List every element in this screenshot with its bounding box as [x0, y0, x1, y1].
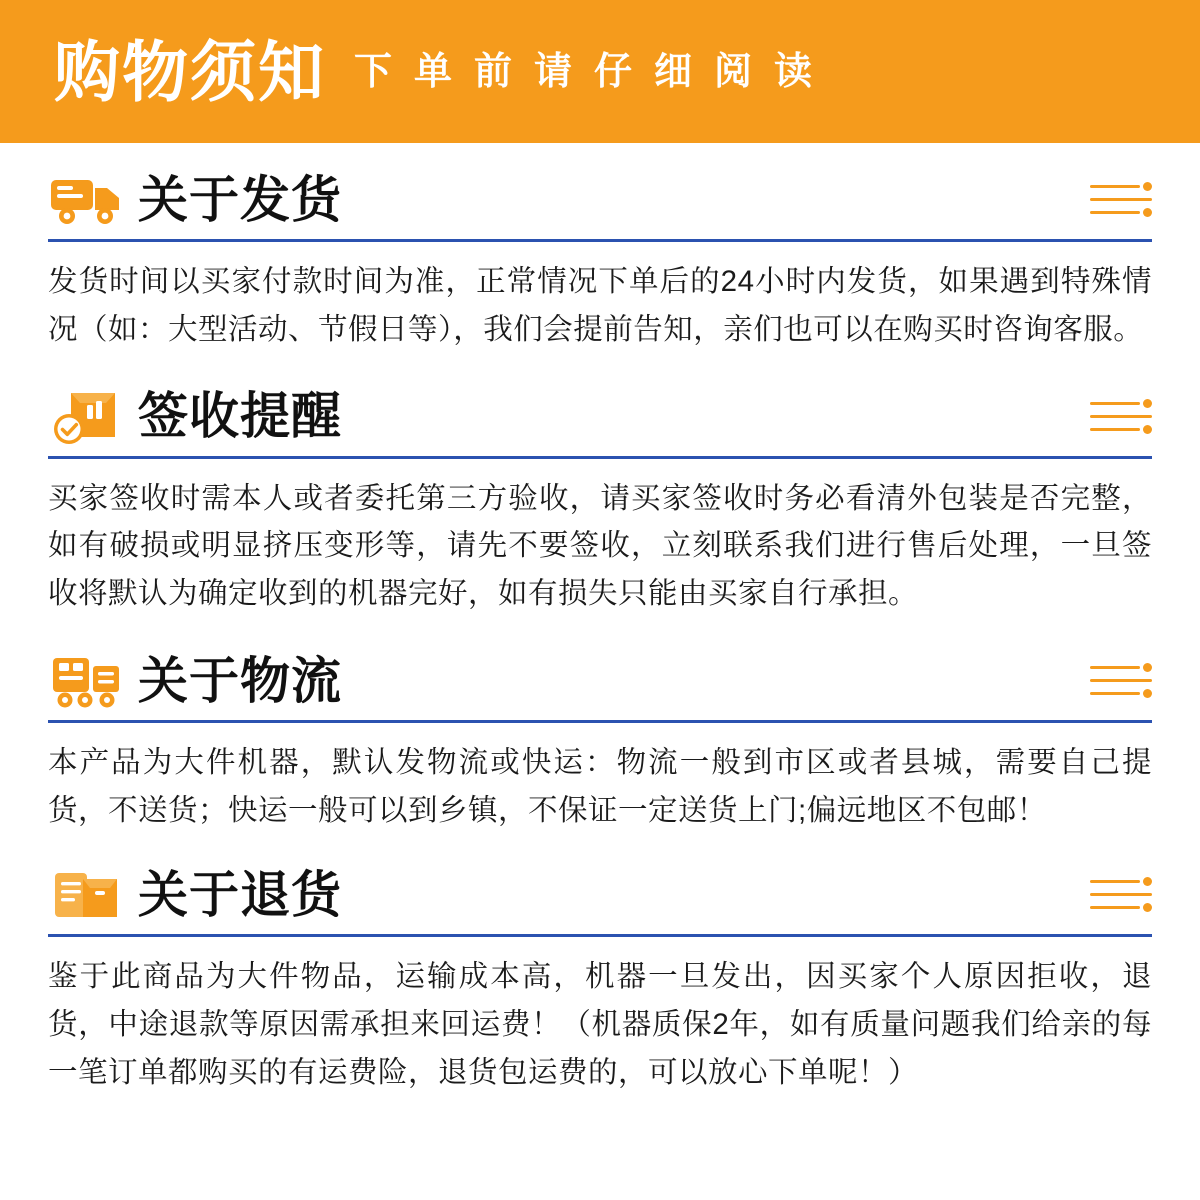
section-returns: [48, 834, 1152, 1096]
section-shipping: [48, 143, 1152, 354]
page-subtitle: 下单前请仔细阅读: [354, 50, 835, 93]
section-title: 关于物流: [138, 652, 342, 709]
section-header: [48, 862, 1152, 937]
freight-truck-icon: [48, 648, 124, 714]
section-logistics: [48, 618, 1152, 835]
section-body: 鉴于此商品为大件物品，运输成本高，机器一旦发出，因买家个人原因拒收，退货，中途退款等原因需承担来回运费！（机器质保2年，如有质量问题我们给亲的每一笔订单都购买的有运费险，退货包运费的，可以放心下单呢！）: [48, 960, 1152, 1090]
notice-sections: [0, 143, 1200, 1097]
section-title: 关于退货: [138, 867, 342, 924]
section-header: [48, 648, 1152, 723]
page-title: 购物须知: [54, 34, 326, 109]
section-signing: [48, 354, 1152, 618]
package-check-icon: [48, 384, 124, 450]
section-title: 签收提醒: [138, 388, 342, 445]
page-banner: [0, 0, 1200, 143]
section-body: 买家签收时需本人或者委托第三方验收，请买家签收时务必看清外包装是否完整，如有破损或明显挤压变形等，请先不要签收，立刻联系我们进行售后处理，一旦签收将默认为确定收到的机器完好，如有损失只能由买家自行承担。: [48, 481, 1152, 611]
truck-icon: [48, 167, 124, 233]
decor-lines-icon: [1090, 398, 1152, 436]
section-header: [48, 167, 1152, 242]
section-title: 关于发货: [138, 171, 342, 228]
section-header: [48, 384, 1152, 459]
decor-lines-icon: [1090, 876, 1152, 914]
section-body: 发货时间以买家付款时间为准，正常情况下单后的24小时内发货，如果遇到特殊情况（如：大型活动、节假日等），我们会提前告知，亲们也可以在购买时咨询客服。: [48, 265, 1152, 346]
return-box-icon: [48, 862, 124, 928]
section-body: 本产品为大件机器，默认发物流或快运：物流一般到市区或者县城，需要自己提货，不送货；快运一般可以到乡镇，不保证一定送货上门;偏远地区不包邮！: [48, 745, 1152, 827]
decor-lines-icon: [1090, 181, 1152, 219]
decor-lines-icon: [1090, 662, 1152, 700]
